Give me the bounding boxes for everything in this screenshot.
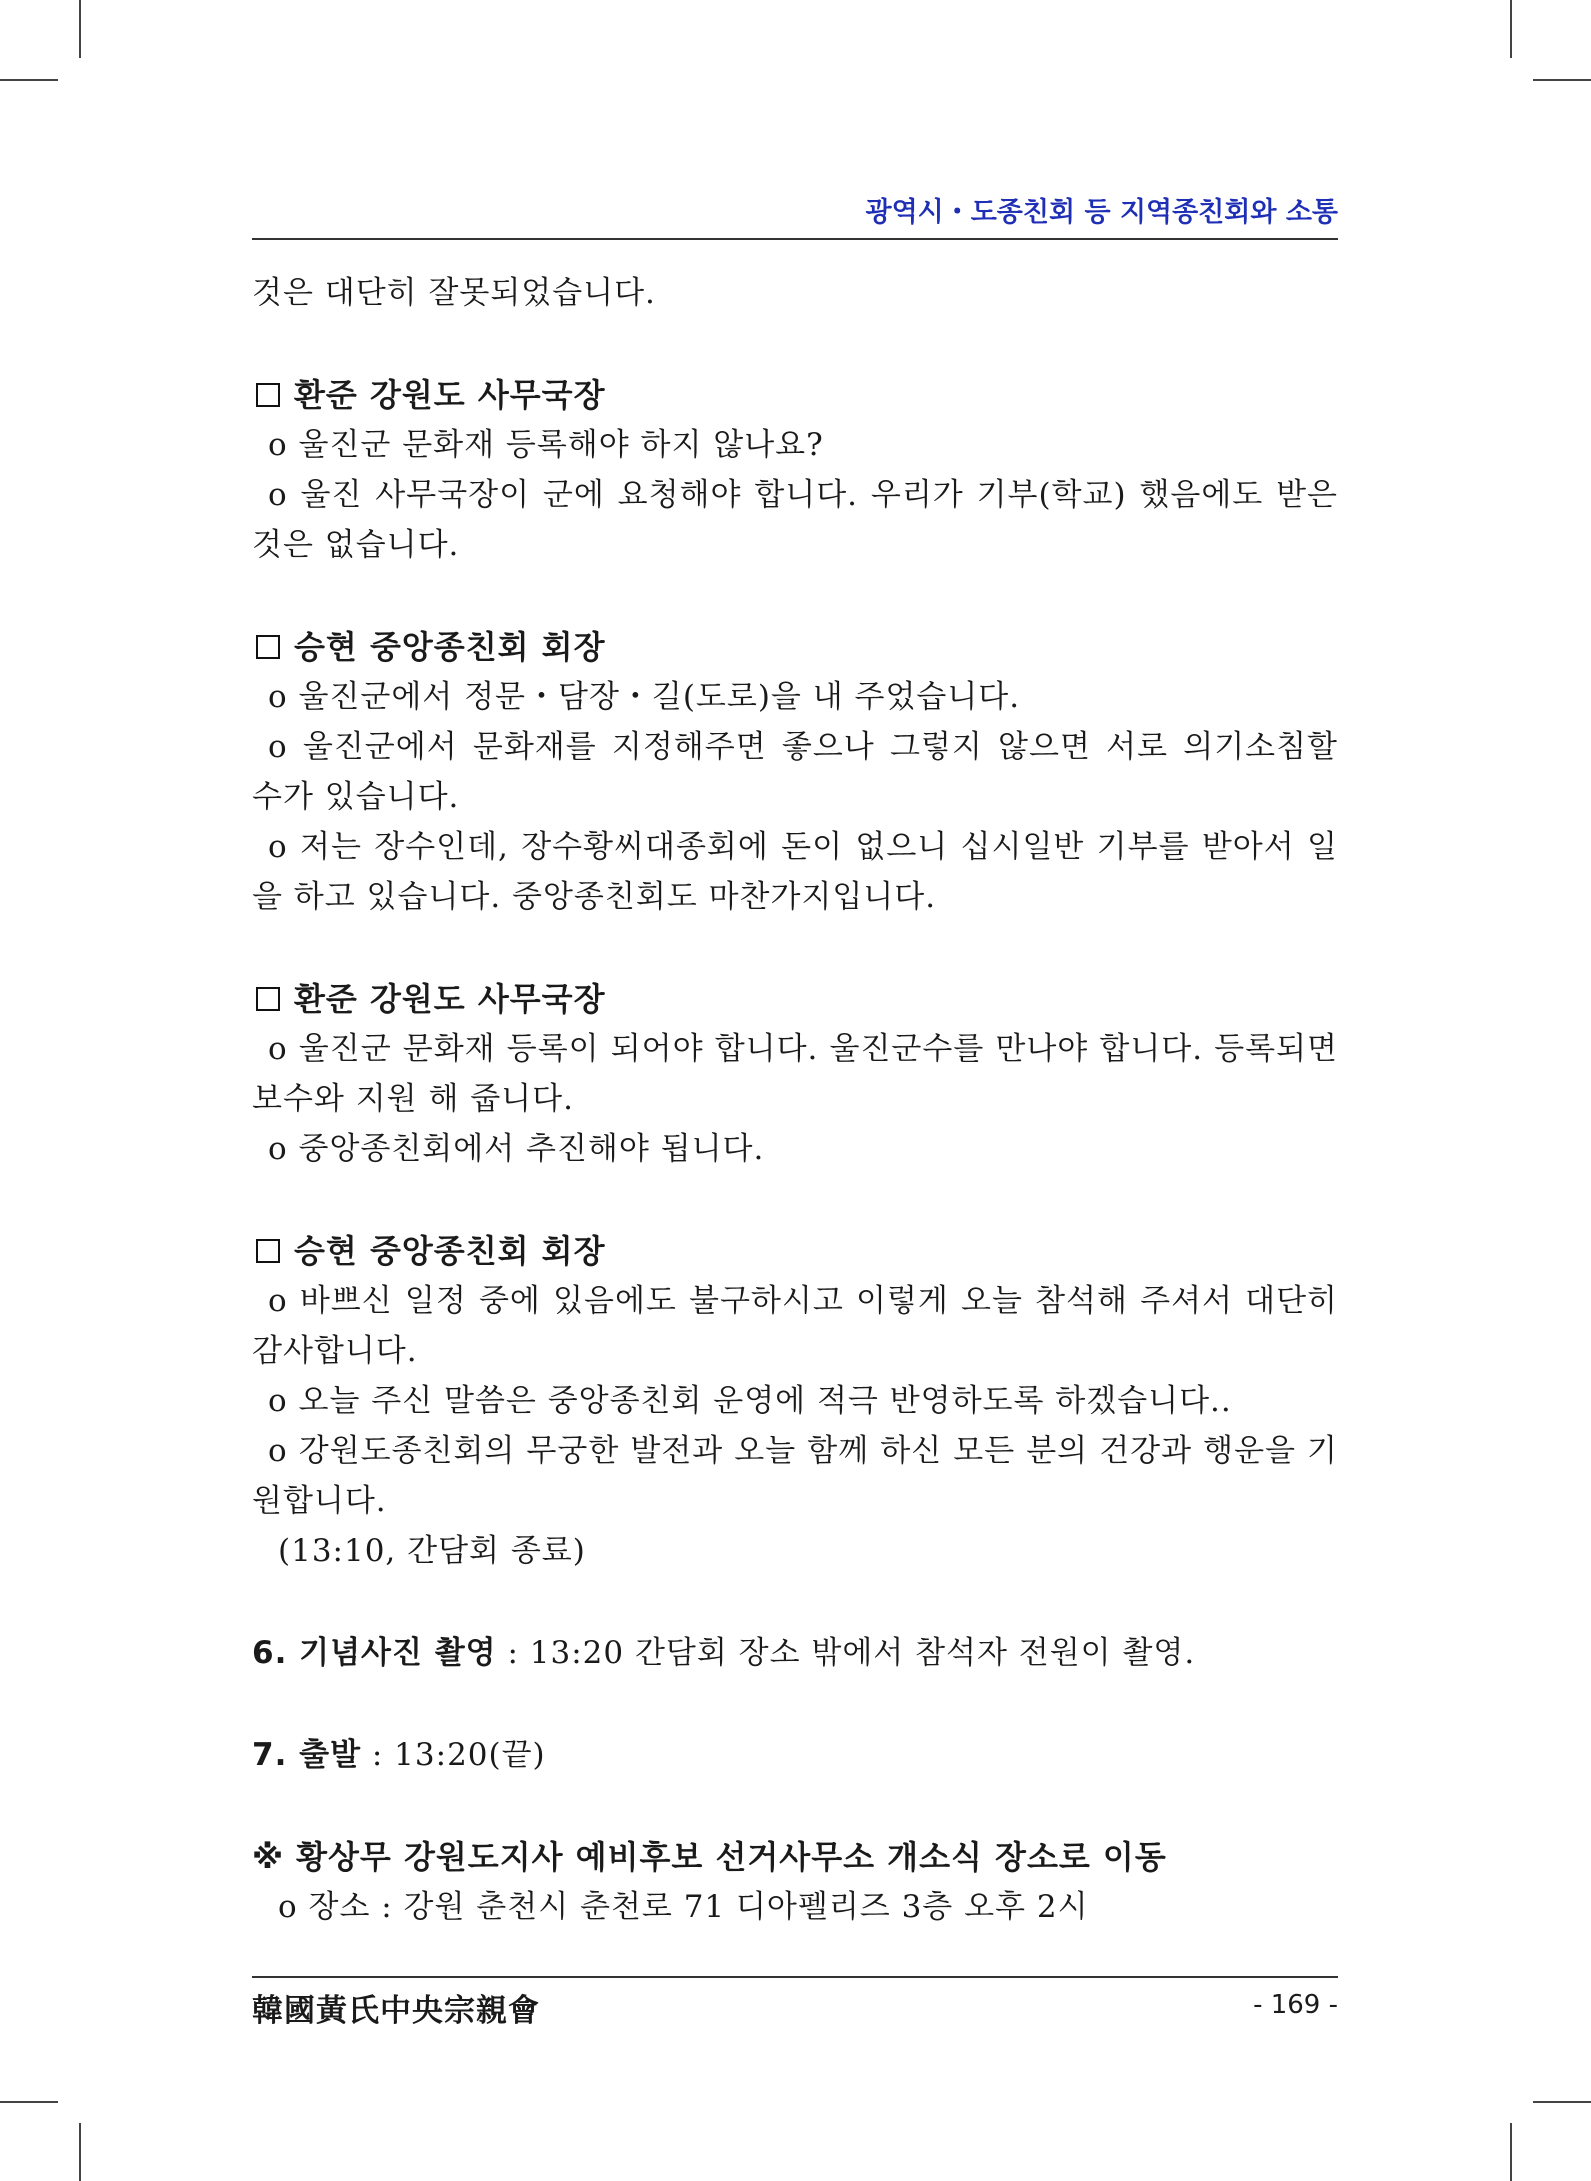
page-number: - 169 - [1253,1990,1338,2020]
reference-mark-icon: ※ [252,1838,285,1876]
closing-note: (13:10, 간담회 종료) [278,1533,586,1569]
item-7 [252,1730,1338,1780]
section-heading [252,370,1338,420]
checkbox-icon [256,1239,280,1263]
checkbox-icon [256,383,280,407]
running-header: 광역시・도종친회 등 지역종친회와 소통 [865,197,1338,228]
paragraph: o 저는 장수인데, 장수황씨대종회에 돈이 없으니 십시일반 기부를 받아서 일을 하고 있습니다. 중앙종친회도 마찬가지입니다. [252,829,1338,915]
section-heading [252,1226,1338,1276]
section-heading-text: 승현 중앙종친회 회장 [294,628,606,666]
paragraph: o 중앙종친회에서 추진해야 됩니다. [268,1131,765,1167]
note-heading-text: 황상무 강원도지사 예비후보 선거사무소 개소식 장소로 이동 [296,1838,1167,1876]
paragraph: o 울진군 문화재 등록해야 하지 않나요? [268,427,824,463]
item-7-label: 7. 출발 [252,1737,362,1773]
crop-mark [79,0,81,58]
paragraph: o 바쁘신 일정 중에 있음에도 불구하시고 이렇게 오늘 참석해 주셔서 대단히 감사합니다. [252,1283,1338,1369]
crop-mark [0,79,58,81]
section-heading-text: 환준 강원도 사무국장 [294,376,606,414]
section-heading [252,974,1338,1024]
checkbox-icon [256,987,280,1011]
checkbox-icon [256,635,280,659]
item-6-label: 6. 기념사진 촬영 [252,1635,497,1671]
item-6 [252,1628,1338,1678]
org-logo: 韓國黃氏中央宗親會 [252,1993,540,2029]
page-content [252,268,1338,1932]
crop-mark [1533,2101,1591,2103]
header-rule [252,238,1338,240]
crop-mark [1533,79,1591,81]
paragraph: o 울진군에서 문화재를 지정해주면 좋으나 그렇지 않으면 서로 의기소침할 수가 있습니다. [252,729,1338,815]
crop-mark [0,2101,58,2103]
item-7-text: : 13:20(끝) [361,1737,546,1773]
crop-mark [79,2123,81,2181]
crop-mark [1510,2123,1512,2181]
paragraph: o 울진 사무국장이 군에 요청해야 합니다. 우리가 기부(학교) 했음에도 받은 것은 없습니다. [252,477,1338,563]
section-heading-text: 환준 강원도 사무국장 [294,980,606,1018]
note-heading [252,1832,1338,1882]
section-heading [252,622,1338,672]
paragraph: o 울진군 문화재 등록이 되어야 합니다. 울진군수를 만나야 합니다. 등록되면 보수와 지원 해 줍니다. [252,1031,1338,1117]
crop-mark [1510,0,1512,58]
footer-rule [252,1976,1338,1978]
intro-text: 것은 대단히 잘못되었습니다. [252,275,656,311]
note-detail: o 장소 : 강원 춘천시 춘천로 71 디아펠리즈 3층 오후 2시 [278,1889,1089,1925]
paragraph: o 강원도종친회의 무궁한 발전과 오늘 함께 하신 모든 분의 건강과 행운을 기원합니다. [252,1433,1338,1519]
section-heading-text: 승현 중앙종친회 회장 [294,1232,606,1270]
paragraph: o 울진군에서 정문・담장・길(도로)을 내 주었습니다. [268,679,1021,715]
item-6-text: : 13:20 간담회 장소 밖에서 참석자 전원이 촬영. [496,1635,1196,1671]
paragraph: o 오늘 주신 말씀은 중앙종친회 운영에 적극 반영하도록 하겠습니다.. [268,1383,1232,1419]
